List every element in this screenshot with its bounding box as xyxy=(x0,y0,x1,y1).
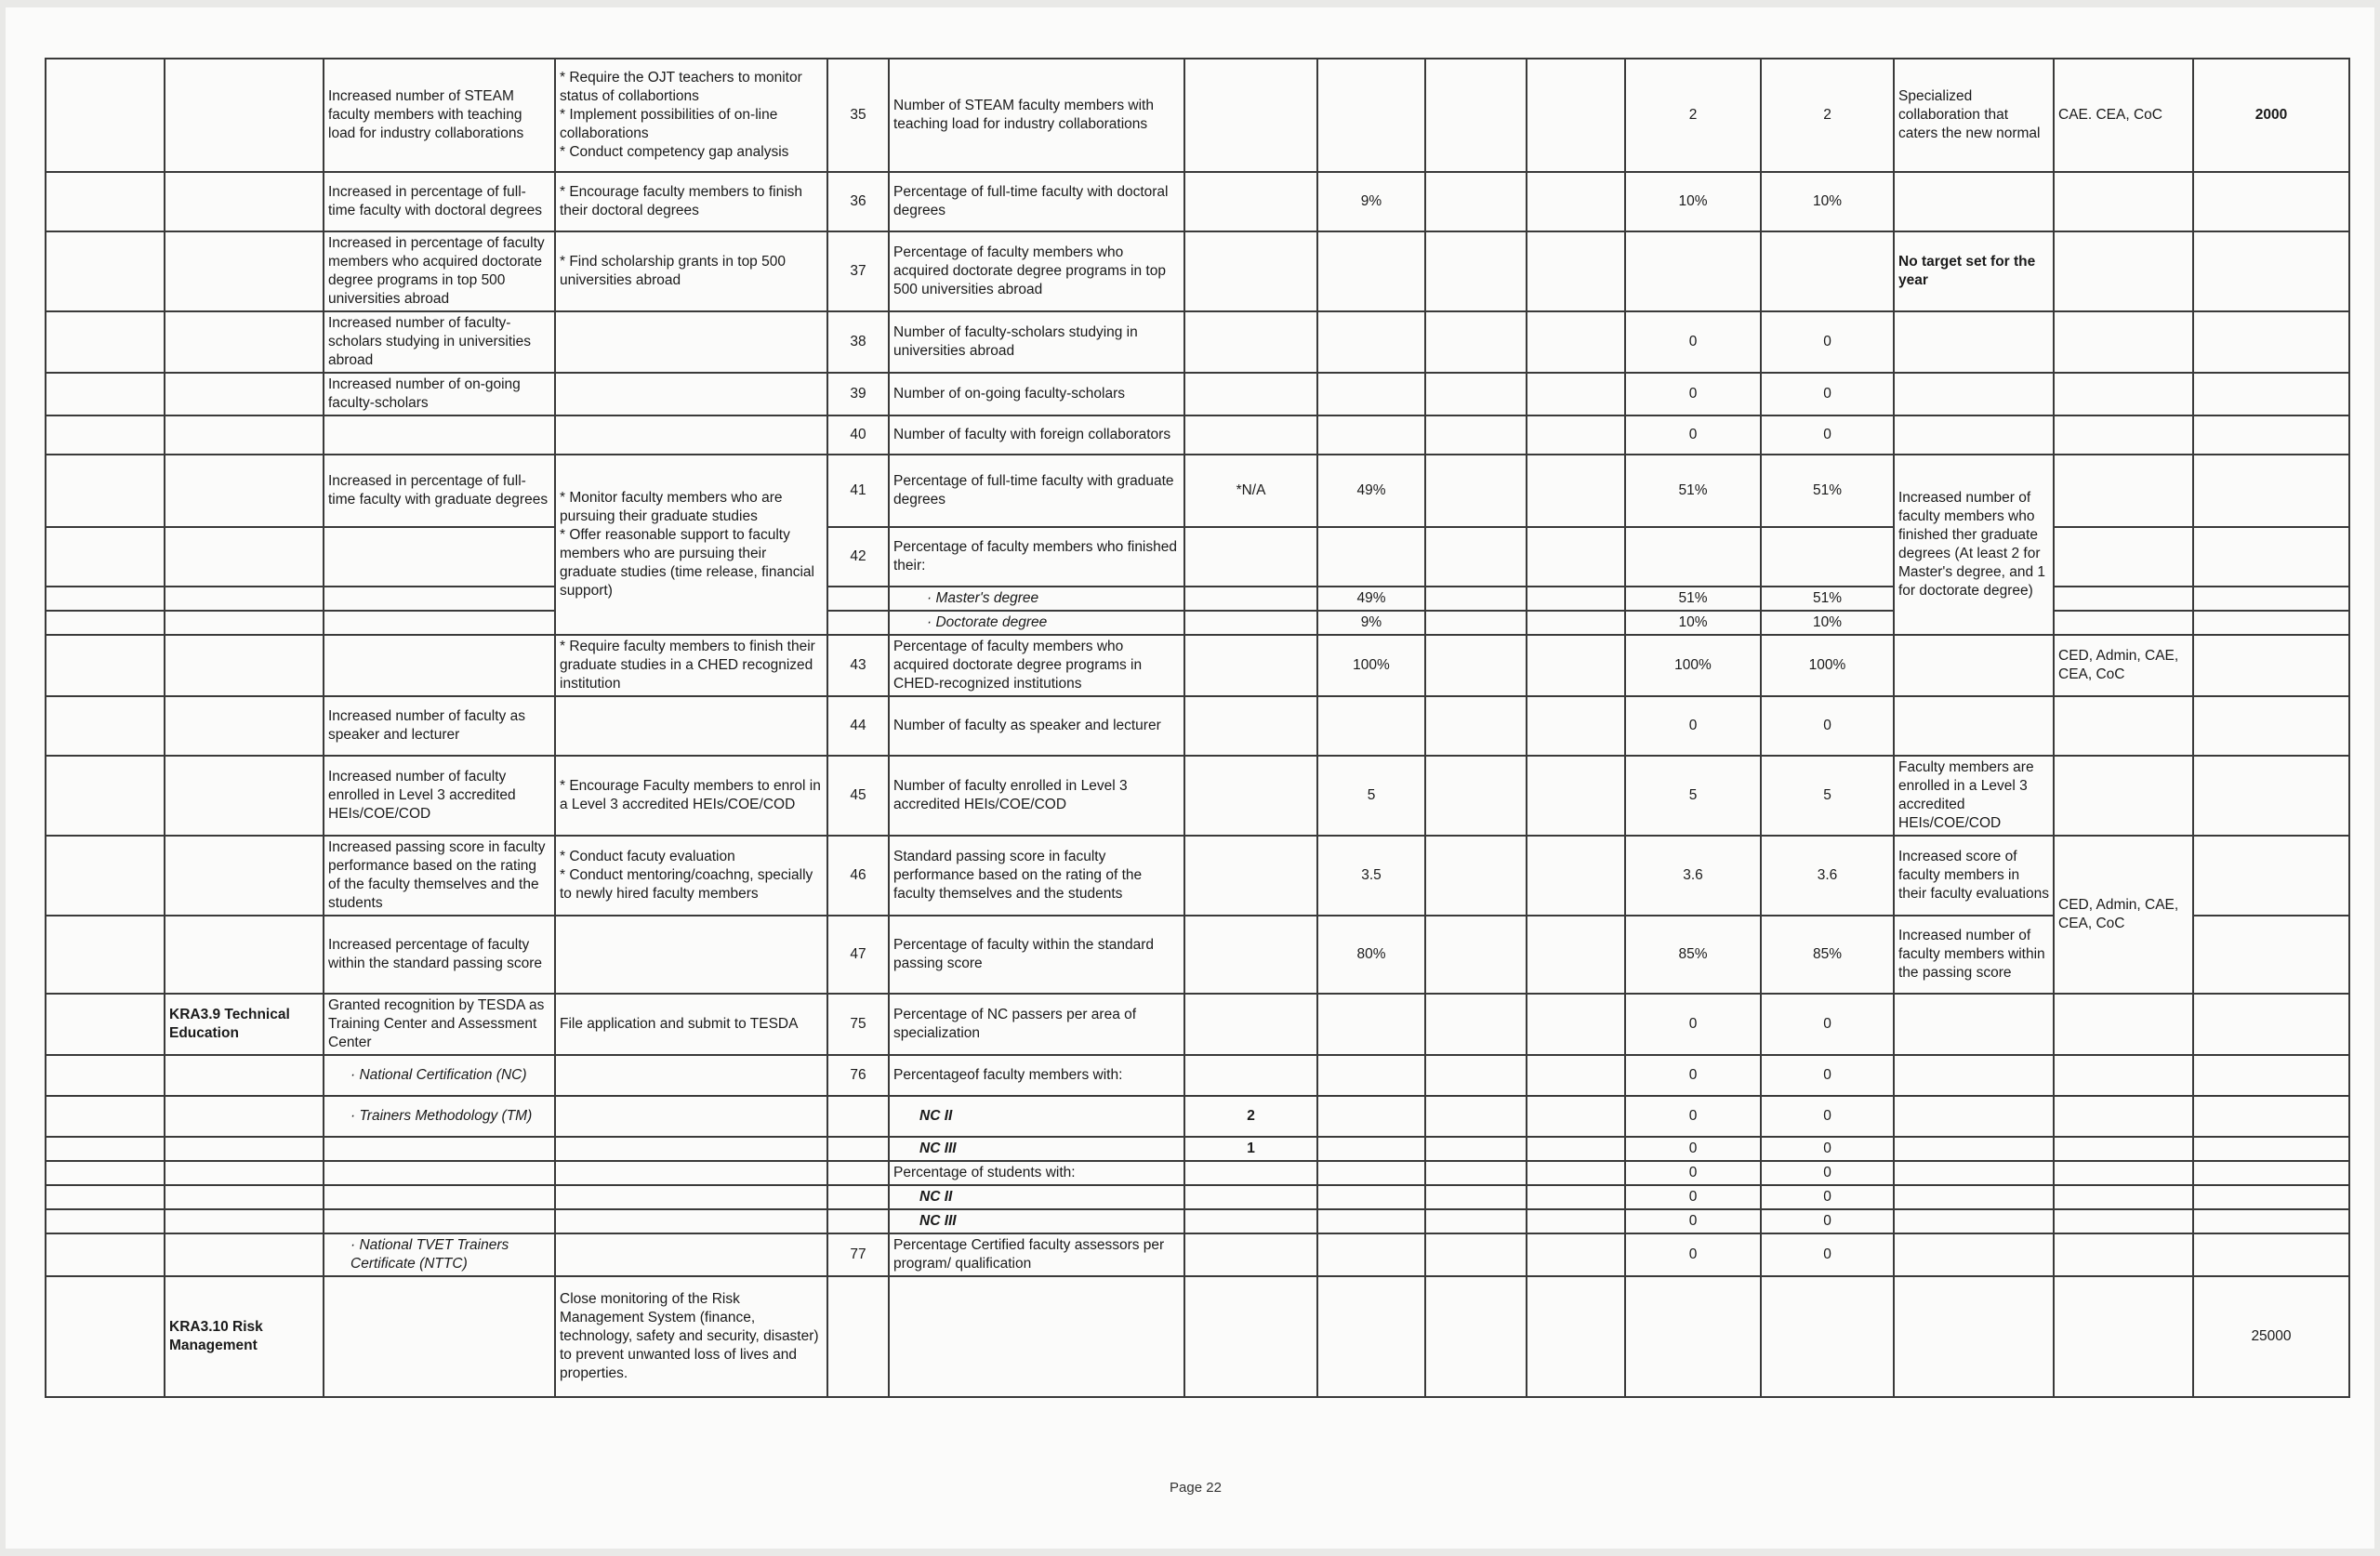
target-cell: 0 xyxy=(1625,696,1761,756)
target-cell: 100% xyxy=(1761,635,1894,696)
table-row xyxy=(46,1209,2349,1233)
page-number: Page 22 xyxy=(1170,1480,1222,1496)
outcome-cell: Increased number of on-going faculty-scholars xyxy=(324,373,555,415)
table-row xyxy=(46,1185,2349,1209)
target-cell: 0 xyxy=(1761,373,1894,415)
target-cell: 0 xyxy=(1761,1209,1894,1233)
indicator-number: 42 xyxy=(827,527,889,587)
indicator-cell: Percentage Certified faculty assessors per program/ qualification xyxy=(889,1233,1184,1276)
table-row xyxy=(46,59,2349,172)
previous-cell: 1 xyxy=(1184,1137,1317,1161)
indicator-subitem: NC II xyxy=(889,1096,1184,1137)
target-cell: 51% xyxy=(1761,455,1894,527)
table-row xyxy=(46,916,2349,994)
baseline-cell: 3.5 xyxy=(1317,836,1425,916)
outcome-cell: Increased in percentage of faculty members who acquired doctorate degree programs in top 500 universities abroad xyxy=(324,231,555,311)
indicator-number: 75 xyxy=(827,994,889,1055)
target-cell: 0 xyxy=(1625,1185,1761,1209)
indicator-cell: Percentage of faculty members who acquired doctorate degree programs in top 500 universities abroad xyxy=(889,231,1184,311)
table-row xyxy=(46,1055,2349,1096)
target-cell: 10% xyxy=(1761,172,1894,231)
outcome-subitem: · National Certification (NC) xyxy=(324,1055,555,1096)
baseline-cell: 9% xyxy=(1317,172,1425,231)
target-cell: 100% xyxy=(1625,635,1761,696)
remarks-cell: No target set for the year xyxy=(1894,231,2054,311)
target-cell: 0 xyxy=(1761,1161,1894,1185)
target-cell: 0 xyxy=(1761,1096,1894,1137)
outcome-cell: Increased number of faculty enrolled in Level 3 accredited HEIs/COE/COD xyxy=(324,756,555,836)
table-row xyxy=(46,172,2349,231)
indicator-subitem: NC III xyxy=(889,1137,1184,1161)
table-row xyxy=(46,1096,2349,1137)
target-cell: 10% xyxy=(1761,611,1894,635)
strategy-cell: * Require faculty members to finish their graduate studies in a CHED recognized institution xyxy=(555,635,827,696)
outcome-cell: Granted recognition by TESDA as Training Center and Assessment Center xyxy=(324,994,555,1055)
outcome-cell: Increased number of faculty-scholars studying in universities abroad xyxy=(324,311,555,373)
target-cell: 10% xyxy=(1625,172,1761,231)
indicator-number: 76 xyxy=(827,1055,889,1096)
strategy-cell: * Monitor faculty members who are pursuing their graduate studies * Offer reasonable support to faculty members who are pursuing their graduate studies (time release, financial support) xyxy=(555,455,827,635)
strategy-cell: File application and submit to TESDA xyxy=(555,994,827,1055)
target-cell: 0 xyxy=(1625,994,1761,1055)
target-cell: 0 xyxy=(1761,415,1894,455)
table-row xyxy=(46,455,2349,527)
indicator-number: 43 xyxy=(827,635,889,696)
table-row xyxy=(46,836,2349,916)
outcome-subitem: · National TVET Trainers Certificate (NTTC) xyxy=(324,1233,555,1276)
remarks-cell: Faculty members are enrolled in a Level 3 accredited HEIs/COE/COD xyxy=(1894,756,2054,836)
remarks-cell: Specialized collaboration that caters the new normal xyxy=(1894,59,2054,172)
indicator-subitem: · Master's degree xyxy=(889,587,1184,611)
indicator-cell: Percentage of faculty members who finished their: xyxy=(889,527,1184,587)
baseline-cell: 100% xyxy=(1317,635,1425,696)
table-row xyxy=(46,231,2349,311)
baseline-cell: 49% xyxy=(1317,587,1425,611)
target-cell: 51% xyxy=(1625,455,1761,527)
indicator-cell: Percentageof faculty members with: xyxy=(889,1055,1184,1096)
kra-cell: KRA3.9 Technical Education xyxy=(165,994,324,1055)
indicator-subitem: NC II xyxy=(889,1185,1184,1209)
target-cell: 0 xyxy=(1625,1137,1761,1161)
target-cell: 0 xyxy=(1625,373,1761,415)
target-cell: 5 xyxy=(1625,756,1761,836)
baseline-cell: 9% xyxy=(1317,611,1425,635)
indicator-cell: Percentage of full-time faculty with doctoral degrees xyxy=(889,172,1184,231)
budget-cell: 2000 xyxy=(2193,59,2349,172)
remarks-cell: Increased number of faculty members within the passing score xyxy=(1894,916,2054,994)
target-cell: 0 xyxy=(1625,1209,1761,1233)
outcome-cell: Increased percentage of faculty within the standard passing score xyxy=(324,916,555,994)
indicator-number: 44 xyxy=(827,696,889,756)
indicator-number: 41 xyxy=(827,455,889,527)
previous-cell: *N/A xyxy=(1184,455,1317,527)
indicator-cell: Percentage of students with: xyxy=(889,1161,1184,1185)
target-cell: 2 xyxy=(1761,59,1894,172)
target-cell: 51% xyxy=(1761,587,1894,611)
target-cell: 85% xyxy=(1625,916,1761,994)
outcome-cell: Increased number of faculty as speaker and lecturer xyxy=(324,696,555,756)
strategy-cell: * Find scholarship grants in top 500 universities abroad xyxy=(555,231,827,311)
indicator-number: 47 xyxy=(827,916,889,994)
target-cell: 0 xyxy=(1625,1161,1761,1185)
indicator-cell: Percentage of faculty members who acquired doctorate degree programs in CHED-recognized institutions xyxy=(889,635,1184,696)
indicator-cell: Percentage of full-time faculty with graduate degrees xyxy=(889,455,1184,527)
target-cell: 0 xyxy=(1625,1233,1761,1276)
table-row xyxy=(46,1137,2349,1161)
table-row xyxy=(46,696,2349,756)
outcome-subitem: · Trainers Methodology (TM) xyxy=(324,1096,555,1137)
indicator-number: 38 xyxy=(827,311,889,373)
table-row xyxy=(46,1233,2349,1276)
outcome-cell: Increased in percentage of full-time faculty with doctoral degrees xyxy=(324,172,555,231)
target-cell: 0 xyxy=(1625,1096,1761,1137)
table-row xyxy=(46,311,2349,373)
target-cell: 0 xyxy=(1761,1233,1894,1276)
indicator-cell: Number of faculty as speaker and lecturer xyxy=(889,696,1184,756)
target-cell: 51% xyxy=(1625,587,1761,611)
office-cell: CED, Admin, CAE, CEA, CoC xyxy=(2054,635,2193,696)
table-row xyxy=(46,1161,2349,1185)
indicator-number: 77 xyxy=(827,1233,889,1276)
indicator-cell: Standard passing score in faculty performance based on the rating of the faculty themselves and the students xyxy=(889,836,1184,916)
target-cell: 0 xyxy=(1761,1185,1894,1209)
indicator-number: 35 xyxy=(827,59,889,172)
strategy-cell: * Encourage Faculty members to enrol in a Level 3 accredited HEIs/COE/COD xyxy=(555,756,827,836)
target-cell: 0 xyxy=(1625,1055,1761,1096)
outcome-cell: Increased passing score in faculty performance based on the rating of the faculty themselves and the students xyxy=(324,836,555,916)
table-row xyxy=(46,994,2349,1055)
baseline-cell: 5 xyxy=(1317,756,1425,836)
budget-cell: 25000 xyxy=(2193,1276,2349,1397)
target-cell: 0 xyxy=(1625,311,1761,373)
outcome-cell: Increased number of STEAM faculty members with teaching load for industry collaborations xyxy=(324,59,555,172)
operational-plan-table xyxy=(45,58,2350,1398)
previous-cell: 2 xyxy=(1184,1096,1317,1137)
document-page xyxy=(6,7,2374,1549)
indicator-number: 45 xyxy=(827,756,889,836)
baseline-cell: 80% xyxy=(1317,916,1425,994)
indicator-subitem: · Doctorate degree xyxy=(889,611,1184,635)
indicator-number: 36 xyxy=(827,172,889,231)
table-row xyxy=(46,635,2349,696)
outcome-cell: Increased in percentage of full-time faculty with graduate degrees xyxy=(324,455,555,527)
target-cell: 85% xyxy=(1761,916,1894,994)
office-cell: CAE. CEA, CoC xyxy=(2054,59,2193,172)
indicator-cell: Percentage of faculty within the standard passing score xyxy=(889,916,1184,994)
strategy-cell: * Conduct facuty evaluation * Conduct mentoring/coachng, specially to newly hired faculty members xyxy=(555,836,827,916)
indicator-cell: Number of faculty with foreign collaborators xyxy=(889,415,1184,455)
target-cell: 5 xyxy=(1761,756,1894,836)
indicator-cell: Number of faculty-scholars studying in universities abroad xyxy=(889,311,1184,373)
baseline-cell: 49% xyxy=(1317,455,1425,527)
indicator-number: 37 xyxy=(827,231,889,311)
remarks-cell: Increased score of faculty members in their faculty evaluations xyxy=(1894,836,2054,916)
indicator-cell: Number of STEAM faculty members with teaching load for industry collaborations xyxy=(889,59,1184,172)
target-cell: 0 xyxy=(1761,1137,1894,1161)
target-cell: 0 xyxy=(1761,1055,1894,1096)
target-cell: 2 xyxy=(1625,59,1761,172)
table-row xyxy=(46,1276,2349,1397)
target-cell: 0 xyxy=(1761,696,1894,756)
indicator-number: 39 xyxy=(827,373,889,415)
target-cell: 3.6 xyxy=(1625,836,1761,916)
table-row xyxy=(46,415,2349,455)
target-cell: 0 xyxy=(1761,311,1894,373)
target-cell: 3.6 xyxy=(1761,836,1894,916)
indicator-cell: Percentage of NC passers per area of specialization xyxy=(889,994,1184,1055)
indicator-cell: Number of faculty enrolled in Level 3 accredited HEIs/COE/COD xyxy=(889,756,1184,836)
office-cell: CED, Admin, CAE, CEA, CoC xyxy=(2054,836,2193,994)
remarks-cell: Increased number of faculty members who finished ther graduate degrees (At least 2 for Master's degree, and 1 for doctorate degree) xyxy=(1894,455,2054,635)
target-cell: 0 xyxy=(1625,415,1761,455)
target-cell: 0 xyxy=(1761,994,1894,1055)
indicator-number: 40 xyxy=(827,415,889,455)
strategy-cell: * Encourage faculty members to finish their doctoral degrees xyxy=(555,172,827,231)
indicator-cell: Number of on-going faculty-scholars xyxy=(889,373,1184,415)
kra-cell: KRA3.10 Risk Management xyxy=(165,1276,324,1397)
strategy-cell: * Require the OJT teachers to monitor status of collabortions * Implement possibilities of on-line collaborations * Conduct competency gap analysis xyxy=(555,59,827,172)
strategy-cell: Close monitoring of the Risk Management System (finance, technology, safety and security, disaster) to prevent unwanted loss of lives and properties. xyxy=(555,1276,827,1397)
indicator-subitem: NC III xyxy=(889,1209,1184,1233)
table-row xyxy=(46,756,2349,836)
indicator-number: 46 xyxy=(827,836,889,916)
target-cell: 10% xyxy=(1625,611,1761,635)
table-row xyxy=(46,373,2349,415)
